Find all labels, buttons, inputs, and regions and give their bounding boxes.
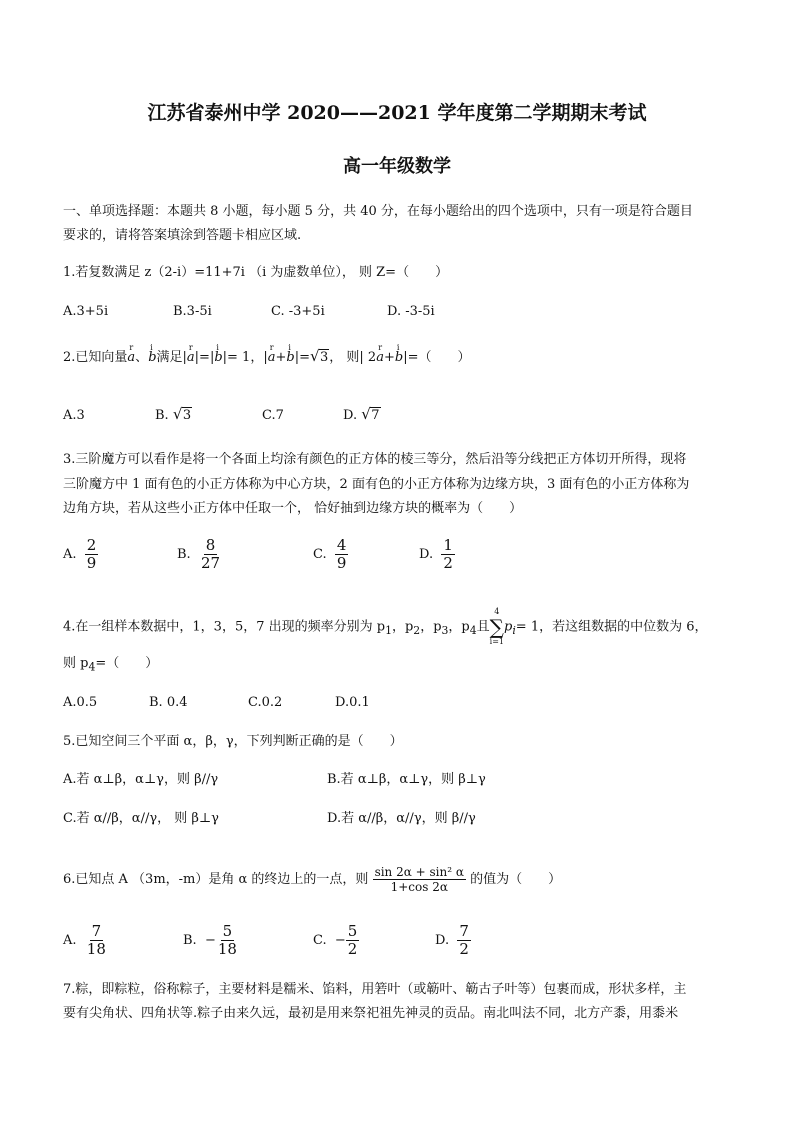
section-instructions-line1: 一、单项选择题：本题共 8 小题，每小题 5 分，共 40 分，在每小题给出的四个选项中，只有一项是符合题目 (63, 204, 693, 219)
vector-b: i b (395, 349, 403, 367)
q6-option-a: A. $\frac{7}{18}$ (63, 922, 106, 958)
fraction: $\frac{1}{2}$ (443, 536, 453, 572)
q2-text-5: |= 1，| (222, 350, 268, 365)
q7-line2: 要有尖角状、四角状等.粽子由来久远，最初是用来祭祀祖先神灵的贡品。南北叫法不同，北方产黍，用黍米 (63, 1006, 679, 1021)
q4-stem: 4.在一组样本数据中，1，3，5，7 出现的频率分别为 $p_1$，$p_2$，$p_3$，$p_4$且 4 ∑ i=1 $p_i= 1$，若这组数据的中位数为 6， (63, 607, 708, 646)
vector-a: r a (187, 349, 195, 367)
q2-text-3: 满足| (156, 350, 187, 365)
fraction: $\frac{7}{18}$ (86, 922, 106, 958)
vector-a: r a (376, 349, 384, 367)
q1-option-d: D. -3-5i (387, 304, 435, 319)
q6-stem: 6.已知点 A （3m，-m）是角 α 的终边上的一点，则 $\frac{\text{sin 2α + sin² α}}{1+\cos 2\alpha}$ 的值为（ ） (63, 865, 562, 894)
q7-line1: 7.粽，即粽粒，俗称粽子，主要材料是糯米、馅料，用箬叶（或簕叶、簕古子叶等）包裹而成，形状多样，主 (63, 982, 687, 997)
trig-fraction: $\frac{\text{sin 2α + sin² α}}{1+\cos 2\alpha}$ (374, 865, 464, 894)
q3-option-b: B. $\frac{8}{27}$ (177, 536, 221, 572)
q5-stem: 5.已知空间三个平面 α，β，γ，下列判断正确的是（ ） (63, 734, 403, 749)
q4-option-b: B. 0.4 (149, 695, 188, 710)
q3-option-d: D. $\frac{1}{2}$ (419, 536, 453, 572)
q2-text-6: + (275, 350, 287, 365)
vector-a: r a (268, 349, 276, 367)
fraction: $\frac{4}{9}$ (336, 536, 347, 572)
q3-line1: 3.三阶魔方可以看作是将一个各面上均涂有颜色的正方体的棱三等分，然后沿等分线把正方体切开所得，现将 (63, 452, 687, 467)
q2-text-7: |= (294, 350, 310, 365)
vector-a: r a (127, 349, 135, 367)
section-instructions-line2: 要求的，请将答案填涂到答题卡相应区域. (63, 228, 302, 243)
q2-text-9: + (383, 350, 395, 365)
fraction: $\frac{7}{2}$ (459, 922, 469, 958)
q3-line2: 三阶魔方中 1 面有色的小正方体称为中心方块，2 面有色的小正方体称为边缘方块，3 面有色的小正方体称为 (63, 477, 690, 492)
q2-option-d: D. √ 7 (343, 405, 380, 423)
fraction: $\frac{8}{27}$ (200, 536, 221, 572)
q6-option-c: C. − $\frac{5}{2}$ (313, 922, 358, 958)
q2-text-10: |=（ ） (403, 350, 471, 365)
q4-option-d: D.0.1 (335, 695, 370, 710)
q4-stem-line2: 则 $p_4=$（ ） (63, 656, 159, 674)
q4-option-c: C.0.2 (248, 695, 283, 710)
vector-b: i b (214, 349, 222, 367)
q5-option-a: A.若 α⊥β，α⊥γ，则 β//γ (63, 772, 219, 787)
q6-option-b: B. − $\frac{5}{18}$ (183, 922, 237, 958)
q5-option-d: D.若 α//β，α//γ，则 β//γ (327, 811, 476, 826)
q1-stem: 1.若复数满足 z（2-i）=11+7i （i 为虚数单位）， 则 Z=（ ） (63, 265, 449, 280)
vector-b: i b (148, 349, 156, 367)
exam-title: 江苏省泰州中学 2020——2021 学年度第二学期期末考试 (147, 102, 647, 124)
q2-text-2: 、 (135, 350, 149, 365)
q4-option-a: A.0.5 (63, 695, 98, 710)
q2-option-c: C.7 (262, 408, 284, 423)
q2-text-4: |=| (194, 350, 215, 365)
q5-option-b: B.若 α⊥β，α⊥γ，则 β⊥γ (327, 772, 486, 787)
summation-symbol: 4 ∑ i=1 (489, 607, 504, 646)
q1-option-a: A.3+5i (63, 304, 109, 319)
q6-option-d: D. $\frac{7}{2}$ (435, 922, 469, 958)
q1-option-c: C. -3+5i (271, 304, 325, 319)
fraction: $\frac{5}{2}$ (347, 922, 358, 958)
q2-option-a: A.3 (63, 408, 85, 423)
q2-text-8: ， 则| 2 (329, 350, 377, 365)
q3-line3: 边角方块，若从这些小正方体中任取一个， 恰好抽到边缘方块的概率为（ ） (63, 501, 523, 516)
fraction: $\frac{2}{9}$ (86, 536, 97, 572)
q2-text-1: 2.已知向量 (63, 350, 128, 365)
exam-subtitle: 高一年级数学 (343, 156, 451, 177)
sqrt-3: √ 3 (310, 347, 329, 365)
q3-option-a: A. $\frac{2}{9}$ (63, 536, 97, 572)
q1-option-b: B.3-5i (173, 304, 212, 319)
q2-option-b: B. √ 3 (155, 405, 192, 423)
q5-option-c: C.若 α//β，α//γ， 则 β⊥γ (63, 811, 219, 826)
vector-b: i b (286, 349, 294, 367)
q2-stem (63, 349, 470, 367)
q3-option-c: C. $\frac{4}{9}$ (313, 536, 347, 572)
fraction: $\frac{5}{18}$ (217, 922, 237, 958)
